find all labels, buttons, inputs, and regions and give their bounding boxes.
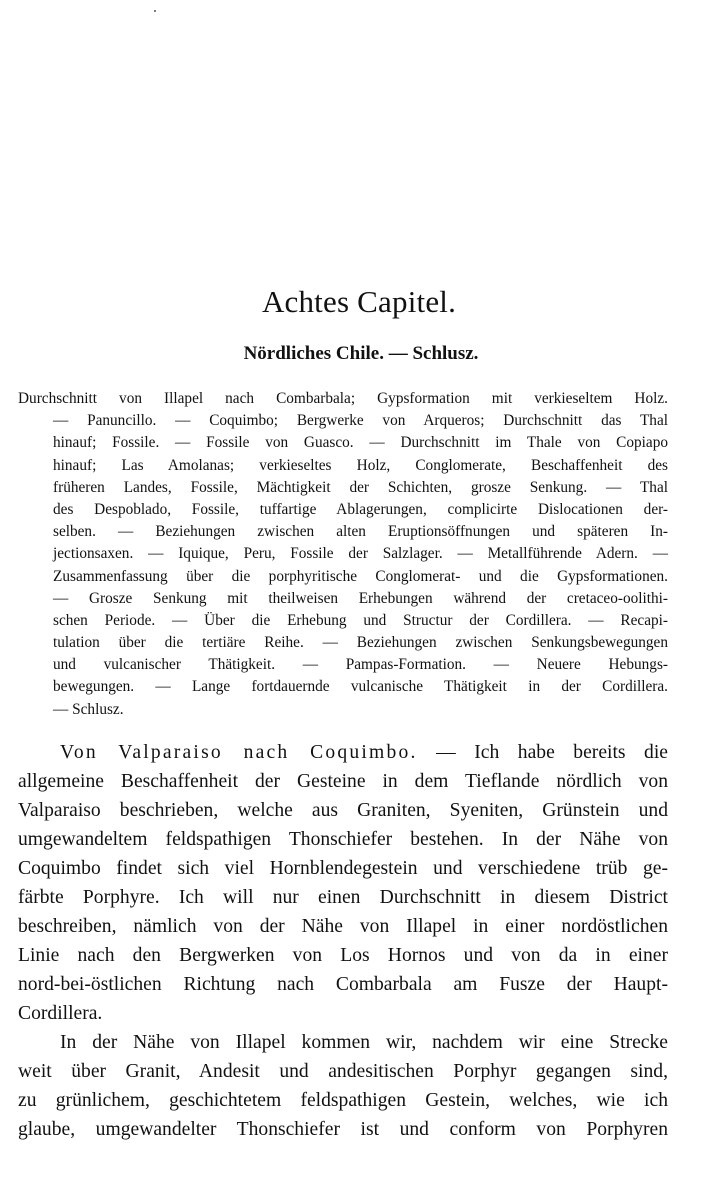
- body-line: [18, 738, 668, 767]
- body-line: umgewandeltem feldspathigen Thonschiefer bestehen. In der Nähe von: [18, 829, 668, 850]
- summary-line: — Grosze Senkung mit theilweisen Erhebungen während der cretaceo-oolithi-: [53, 589, 668, 607]
- summary-line: — Schlusz.: [53, 700, 124, 718]
- summary-line: Durchschnitt von Illapel nach Combarbala; Gypsformation mit verkieseltem Holz.: [18, 390, 668, 407]
- summary-line: bewegungen. — Lange fortdauernde vulcanische Thätigkeit in der Cordillera.: [53, 678, 668, 696]
- body-line: glaube, umgewandelter Thonschiefer ist und conform von Porphyren: [18, 1119, 668, 1140]
- body-line: nord-bei-östlichen Richtung nach Combarbala am Fusze der Haupt-: [18, 974, 668, 995]
- summary-line: jectionsaxen. — Iquique, Peru, Fossile der Salzlager. — Metallführende Adern. —: [53, 545, 668, 563]
- body-line: Linie nach den Bergwerken von Los Hornos und von da in einer: [18, 945, 668, 966]
- summary-line: hinauf; Las Amolanas; verkieseltes Holz, Conglomerate, Beschaffenheit des: [53, 456, 668, 474]
- body-line-text: — Ich habe bereits die: [436, 742, 668, 763]
- body-line: allgemeine Beschaffenheit der Gesteine in dem Tieflande nördlich von: [18, 771, 668, 792]
- body-line: In der Nähe von Illapel kommen wir, nachdem wir eine Strecke: [60, 1032, 668, 1053]
- summary-line: selben. — Beziehungen zwischen alten Eruptionsöffnungen und späteren In-: [53, 523, 668, 541]
- summary-line: — Panuncillo. — Coquimbo; Bergwerke von Arqueros; Durchschnitt das Thal: [53, 412, 668, 430]
- section-heading: Von Valparaiso nach Coquimbo.: [60, 742, 418, 763]
- summary-line: hinauf; Fossile. — Fossile von Guasco. — Durchschnitt im Thale von Copiapo: [53, 434, 668, 452]
- chapter-summary: [18, 388, 668, 721]
- chapter-title: Achtes Capitel.: [261, 284, 457, 319]
- summary-line: und vulcanischer Thätigkeit. — Pampas-Formation. — Neuere Hebungs-: [53, 656, 668, 674]
- body-line: Cordillera.: [18, 1003, 103, 1024]
- summary-line: tulation über die tertiäre Reihe. — Beziehungen zwischen Senkungsbewegungen: [53, 634, 668, 652]
- body-line: weit über Granit, Andesit und andesitischen Porphyr gegangen sind,: [18, 1061, 668, 1082]
- body-line: beschreiben, nämlich von der Nähe von Illapel in einer nordöstlichen: [18, 916, 668, 937]
- chapter-subtitle: Nördliches Chile. — Schlusz.: [243, 343, 479, 364]
- body-line: Valparaiso beschrieben, welche aus Graniten, Syeniten, Grünstein und: [18, 800, 668, 821]
- print-speck: [154, 10, 156, 12]
- body-line: zu grünlichem, geschichtetem feldspathigen Gestein, welches, wie ich: [18, 1090, 668, 1111]
- summary-line: Zusammenfassung über die porphyritische Conglomerat- und die Gypsformationen.: [53, 567, 668, 585]
- body-line: Coquimbo findet sich viel Hornblendegestein und verschiedene trüb ge-: [18, 858, 668, 879]
- body-text: [18, 738, 668, 1144]
- summary-line: des Despoblado, Fossile, tuffartige Ablagerungen, complicirte Dislocationen der-: [53, 500, 668, 518]
- summary-line: früheren Landes, Fossile, Mächtigkeit der Schichten, grosze Senkung. — Thal: [53, 478, 668, 496]
- summary-line: schen Periode. — Über die Erhebung und Structur der Cordillera. — Recapi-: [53, 611, 668, 629]
- body-line: färbte Porphyre. Ich will nur einen Durchschnitt in diesem District: [18, 887, 668, 908]
